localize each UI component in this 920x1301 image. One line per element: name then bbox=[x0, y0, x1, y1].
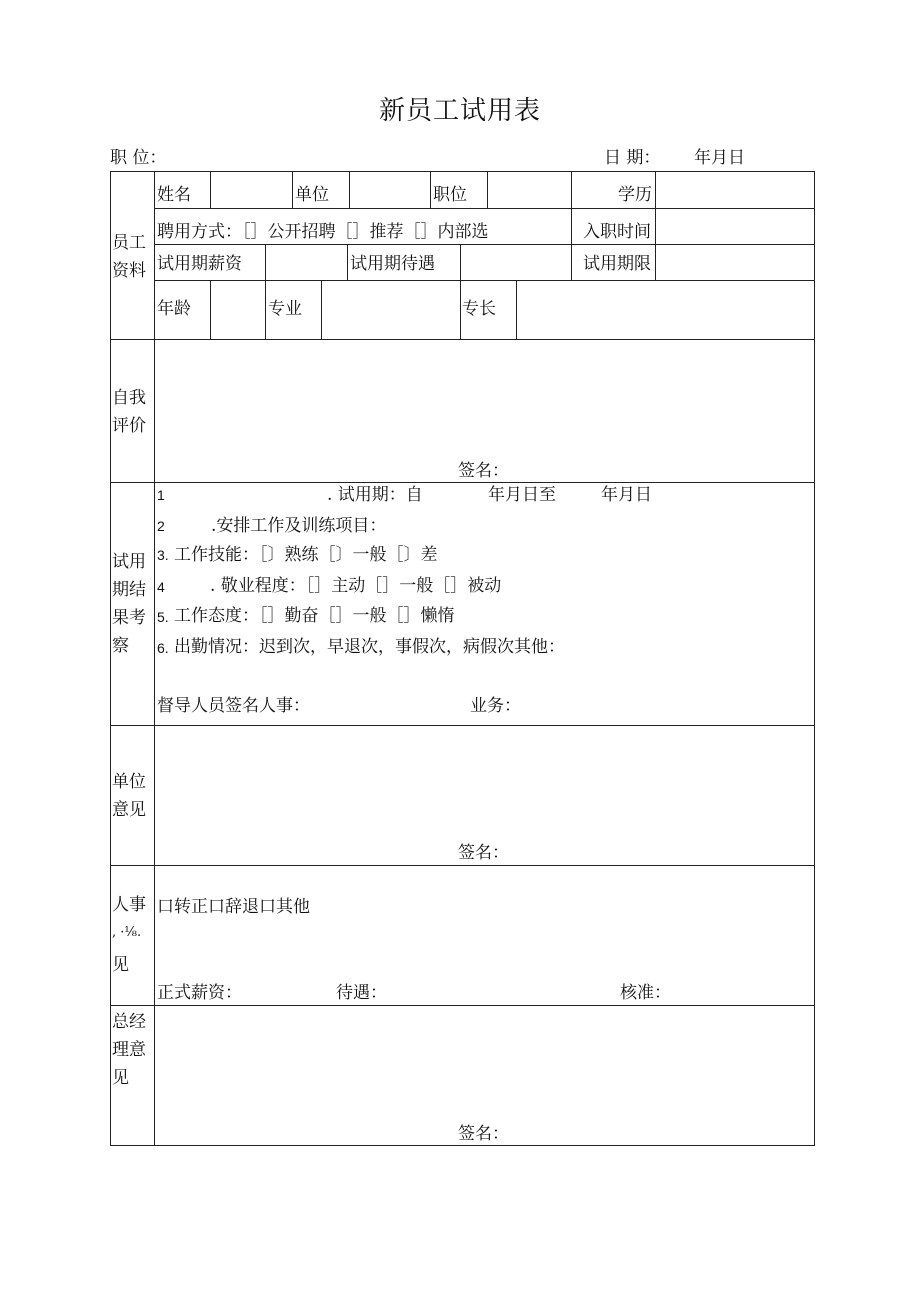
self-eval-sign: 签名： bbox=[458, 461, 509, 481]
item-period-mid: 年月日至 bbox=[488, 485, 556, 505]
employee-section-label: 员工资料 bbox=[112, 233, 146, 281]
table-rule bbox=[154, 171, 155, 1146]
probation-benefits-label: 试用期待遇 bbox=[350, 254, 435, 274]
table-rule bbox=[460, 280, 461, 339]
education-label: 学历 bbox=[618, 185, 652, 205]
table-rule bbox=[210, 280, 211, 339]
table-rule bbox=[110, 339, 815, 340]
supervisor-sign: 督导人员签名人事： bbox=[157, 696, 310, 716]
gm-opinion-label: 总经理意见 bbox=[112, 1012, 146, 1088]
position-label: 职 位： bbox=[110, 148, 167, 168]
table-rule bbox=[347, 244, 348, 280]
table-rule bbox=[154, 208, 815, 209]
item-num: 5. bbox=[157, 609, 169, 625]
page-title: 新员工试用表 bbox=[378, 96, 541, 126]
hire-date-label: 入职时间 bbox=[583, 222, 651, 242]
table-rule bbox=[571, 171, 572, 280]
item-num: 2 bbox=[157, 518, 165, 534]
gm-opinion-sign: 签名： bbox=[458, 1124, 509, 1144]
unit-opinion-sign: 签名： bbox=[458, 843, 509, 863]
specialty-label: 专长 bbox=[462, 299, 496, 319]
item-text: 工作态度：［］勤奋［］一般［］懒惰 bbox=[174, 606, 455, 626]
hr-opinion-label-3: 见 bbox=[112, 955, 129, 975]
unit-label: 单位 bbox=[295, 185, 329, 205]
table-rule bbox=[292, 171, 293, 208]
job-position-label: 职位 bbox=[433, 185, 467, 205]
date-label: 日 期： bbox=[604, 148, 661, 168]
hire-method-label: 聘用方式：［］公开招聘［］推荐［］内部选 bbox=[157, 222, 489, 242]
table-rule bbox=[154, 280, 815, 281]
age-label: 年龄 bbox=[157, 299, 191, 319]
table-rule bbox=[154, 244, 815, 245]
date-value: 年月日 bbox=[694, 148, 745, 168]
hr-opinion-label-1: 人事 bbox=[112, 895, 146, 915]
table-rule bbox=[110, 1005, 815, 1006]
table-rule bbox=[430, 171, 431, 208]
item-period-end: 年月日 bbox=[601, 485, 652, 505]
name-label: 姓名 bbox=[157, 185, 191, 205]
item-text: . 试用期：自 bbox=[327, 485, 423, 505]
item-text: 工作技能：［〕熟练［〕一般［〕差 bbox=[174, 545, 438, 565]
table-rule bbox=[516, 280, 517, 339]
formal-salary-label: 正式薪资： bbox=[157, 983, 242, 1003]
table-rule bbox=[210, 171, 211, 208]
item-text: . 敬业程度：［］主动［］一般［］被动 bbox=[210, 576, 502, 596]
hr-opinion-label-2: , ·⅛. bbox=[112, 925, 142, 940]
table-rule bbox=[110, 725, 815, 726]
item-num: 4 bbox=[157, 579, 165, 595]
approve-label: 核准： bbox=[620, 983, 671, 1003]
hr-options: 口转正口辞退口其他 bbox=[157, 897, 310, 917]
table-rule bbox=[265, 244, 266, 280]
table-rule bbox=[487, 171, 488, 208]
item-num: 6. bbox=[157, 640, 169, 656]
business-sign: 业务： bbox=[470, 696, 521, 716]
table-rule bbox=[655, 171, 656, 280]
item-text: 出勤情况：迟到次，早退次，事假次，病假次其他： bbox=[174, 637, 565, 657]
table-rule bbox=[110, 171, 815, 172]
table-rule bbox=[814, 171, 815, 1146]
major-label: 专业 bbox=[268, 299, 302, 319]
table-rule bbox=[110, 865, 815, 866]
unit-opinion-label: 单位意见 bbox=[112, 772, 146, 820]
item-num: 3. bbox=[157, 547, 169, 563]
self-eval-label: 自我评价 bbox=[112, 388, 146, 436]
item-num: 1 bbox=[157, 487, 165, 503]
table-rule bbox=[460, 244, 461, 280]
hr-benefits-label: 待遇： bbox=[336, 983, 387, 1003]
table-rule bbox=[349, 171, 350, 208]
probation-salary-label: 试用期薪资 bbox=[157, 254, 242, 274]
probation-label: 试用期结果考察 bbox=[112, 552, 146, 656]
probation-term-label: 试用期限 bbox=[583, 254, 651, 274]
table-rule bbox=[110, 171, 111, 1146]
table-rule bbox=[110, 1145, 815, 1146]
table-rule bbox=[321, 280, 322, 339]
table-rule bbox=[265, 280, 266, 339]
table-rule bbox=[110, 482, 815, 483]
item-text: .安排工作及训练项目： bbox=[211, 516, 387, 536]
